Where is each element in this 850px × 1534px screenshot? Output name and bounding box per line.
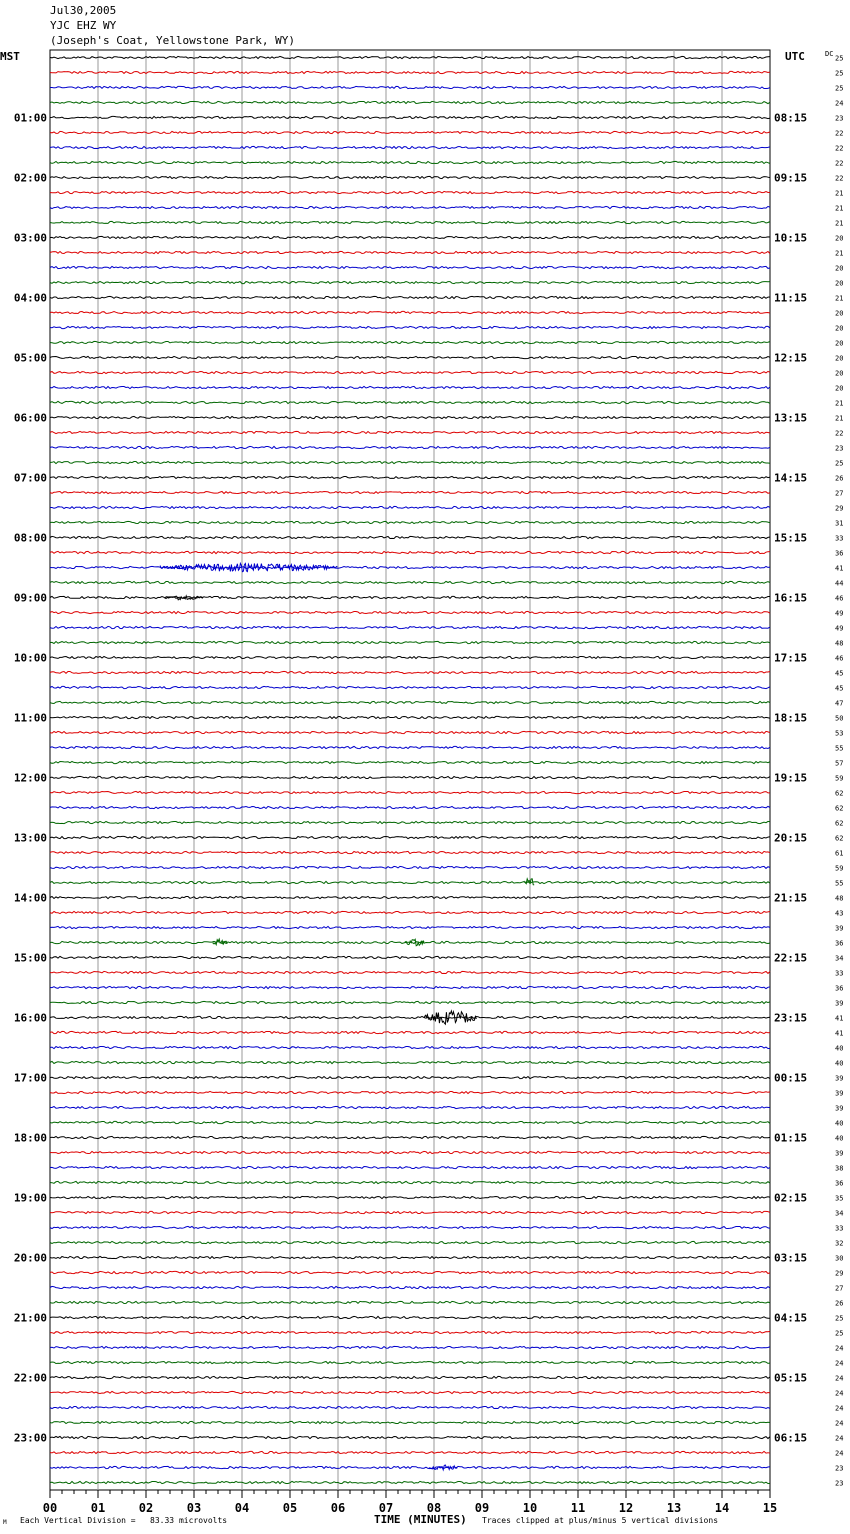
trace-line [50, 371, 770, 373]
trace-line [50, 821, 770, 823]
trace-line [50, 911, 770, 913]
trace-line [50, 1091, 770, 1093]
dc-offset-value: 20 [835, 339, 844, 348]
dc-offset-value: 21 [835, 414, 844, 423]
dc-offset-value: 29 [835, 504, 844, 513]
trace-line [50, 146, 770, 148]
left-hour-label: 15:00 [13, 951, 47, 965]
trace-line [50, 1346, 770, 1348]
left-hour-label: 17:00 [13, 1071, 47, 1085]
dc-offset-value: 45 [835, 669, 844, 678]
dc-offset-value: 59 [835, 774, 844, 783]
dc-offset-value: 21 [835, 204, 844, 213]
trace-line [50, 866, 770, 868]
trace-line [50, 116, 770, 118]
scale-note: Each Vertical Division = 83.33 microvolts [20, 1516, 228, 1525]
dc-offset-value: 33 [835, 534, 844, 543]
dc-offset-value: 40 [835, 1044, 844, 1053]
left-timezone-label: MST [0, 50, 20, 63]
right-hour-label: 19:15 [774, 771, 808, 785]
dc-offset-value: 62 [835, 834, 844, 843]
dc-offset-value: 47 [835, 699, 844, 708]
dc-offset-value: 30 [835, 1254, 844, 1263]
trace-line [50, 581, 770, 583]
trace-line [50, 236, 770, 238]
dc-offset-value: 21 [835, 399, 844, 408]
x-tick-label: 10 [522, 1501, 538, 1515]
trace-line [50, 926, 770, 928]
left-hour-label: 12:00 [13, 771, 47, 785]
trace-line [50, 416, 770, 418]
trace-line [50, 1166, 770, 1168]
left-hour-label: 18:00 [13, 1131, 47, 1145]
x-tick-label: 12 [618, 1501, 634, 1515]
dc-offset-value: 24 [835, 1404, 844, 1413]
trace-line [50, 596, 770, 598]
trace-line [50, 71, 770, 73]
dc-offset-value: 61 [835, 849, 844, 858]
trace-line [50, 611, 770, 613]
corner-mark: M [3, 1519, 7, 1526]
trace-line [50, 806, 770, 808]
trace-line [50, 1466, 770, 1468]
trace-line [50, 1271, 770, 1273]
dc-offset-labels [835, 55, 843, 1488]
trace-line [50, 686, 770, 688]
trace-line [50, 161, 770, 163]
dc-offset-value: 40 [835, 1059, 844, 1068]
trace-line [50, 731, 770, 733]
x-tick-label: 03 [186, 1501, 202, 1515]
x-tick-label: 06 [330, 1501, 346, 1515]
dc-offset-value: 55 [835, 744, 844, 753]
dc-offset-value: 57 [835, 759, 844, 768]
trace-line [50, 1421, 770, 1423]
dc-offset-value: 25 [835, 84, 844, 93]
dc-offset-value: 23 [835, 1464, 844, 1473]
left-hour-label: 19:00 [13, 1191, 47, 1205]
dc-offset-value: 24 [835, 99, 844, 108]
left-hour-label: 10:00 [13, 651, 47, 665]
dc-offset-value: 46 [835, 594, 844, 603]
x-tick-label: 14 [714, 1501, 730, 1515]
trace-line [50, 836, 770, 838]
x-tick-label: 09 [474, 1501, 490, 1515]
dc-offset-value: 24 [835, 1434, 844, 1443]
trace-line [50, 56, 770, 58]
trace-line [50, 1361, 770, 1363]
trace-line [50, 206, 770, 208]
trace-line [50, 1076, 770, 1078]
dc-offset-value: 21 [835, 294, 844, 303]
right-hour-label: 00:15 [774, 1071, 808, 1085]
x-tick-label: 02 [138, 1501, 154, 1515]
dc-offset-value: 36 [835, 1179, 844, 1188]
dc-offset-value: 20 [835, 309, 844, 318]
left-hour-label: 22:00 [13, 1371, 47, 1385]
trace-line [50, 1061, 770, 1063]
dc-offset-value: 22 [835, 174, 844, 183]
left-hour-label: 14:00 [13, 891, 47, 905]
dc-offset-value: 24 [835, 1449, 844, 1458]
dc-offset-value: 41 [835, 564, 844, 573]
trace-line [50, 491, 770, 493]
right-hour-label: 14:15 [774, 471, 808, 485]
x-tick-label: 00 [42, 1501, 58, 1515]
dc-offset-value: 59 [835, 864, 844, 873]
trace-line [50, 956, 770, 958]
x-tick-label: 08 [426, 1501, 442, 1515]
trace-line [50, 1286, 770, 1288]
trace-line [50, 101, 770, 103]
dc-offset-value: 31 [835, 519, 844, 528]
trace-line [50, 1121, 770, 1123]
dc-offset-value: 25 [835, 459, 844, 468]
right-hour-label: 21:15 [774, 891, 808, 905]
dc-offset-value: 27 [835, 489, 844, 498]
trace-line [50, 881, 770, 883]
trace-line [50, 896, 770, 898]
right-hour-label: 13:15 [774, 411, 808, 425]
left-hour-label: 20:00 [13, 1251, 47, 1265]
trace-line [50, 776, 770, 778]
trace-line [50, 1316, 770, 1318]
right-hour-label: 20:15 [774, 831, 808, 845]
trace-line [50, 1451, 770, 1453]
header-station: YJC EHZ WY [50, 19, 117, 32]
dc-offset-value: 20 [835, 264, 844, 273]
trace-line [50, 1196, 770, 1198]
right-hour-label: 06:15 [774, 1431, 808, 1445]
dc-offset-value: 33 [835, 969, 844, 978]
dc-offset-value: 50 [835, 714, 844, 723]
time-axis [43, 1490, 777, 1515]
right-hour-label: 05:15 [774, 1371, 808, 1385]
dc-offset-value: 62 [835, 819, 844, 828]
right-hour-label: 08:15 [774, 111, 808, 125]
trace-line [50, 701, 770, 703]
dc-offset-value: 39 [835, 1074, 844, 1083]
dc-offset-value: 22 [835, 129, 844, 138]
trace-line [50, 356, 770, 358]
dc-offset-value: 40 [835, 1134, 844, 1143]
dc-offset-value: 20 [835, 234, 844, 243]
dc-offset-value: 20 [835, 384, 844, 393]
trace-line [50, 1331, 770, 1333]
dc-offset-value: 45 [835, 684, 844, 693]
dc-offset-value: 48 [835, 639, 844, 648]
trace-line [50, 176, 770, 178]
dc-offset-value: 24 [835, 1389, 844, 1398]
dc-offset-value: 44 [835, 579, 844, 588]
x-axis-title: TIME (MINUTES) [374, 1513, 467, 1526]
trace-line [50, 641, 770, 643]
right-hour-label: 23:15 [774, 1011, 808, 1025]
dc-offset-value: 20 [835, 354, 844, 363]
left-hour-label: 09:00 [13, 591, 47, 605]
dc-offset-value: 39 [835, 999, 844, 1008]
dc-offset-value: 41 [835, 1014, 844, 1023]
dc-offset-value: 26 [835, 474, 844, 483]
right-hour-label: 02:15 [774, 1191, 808, 1205]
right-hour-label: 01:15 [774, 1131, 808, 1145]
trace-line [50, 1301, 770, 1303]
trace-line [50, 1031, 770, 1033]
dc-offset-value: 24 [835, 1374, 844, 1383]
trace-line [50, 281, 770, 283]
dc-offset-value: 21 [835, 219, 844, 228]
dc-offset-value: 23 [835, 1479, 844, 1488]
left-hour-label: 21:00 [13, 1311, 47, 1325]
dc-offset-value: 25 [835, 1329, 844, 1338]
trace-line [50, 296, 770, 298]
right-timezone-label: UTC [785, 50, 805, 63]
trace-line [50, 191, 770, 193]
header-date: Jul30,2005 [50, 4, 117, 17]
dc-offset-value: 21 [835, 189, 844, 198]
left-hour-label: 13:00 [13, 831, 47, 845]
dc-offset-value: 62 [835, 804, 844, 813]
dc-offset-value: 35 [835, 1194, 844, 1203]
left-hour-label: 05:00 [13, 351, 47, 365]
dc-offset-value: 34 [835, 1209, 844, 1218]
dc-offset-value: 22 [835, 159, 844, 168]
dc-offset-value: 39 [835, 924, 844, 933]
dc-offset-value: 24 [835, 1344, 844, 1353]
right-hour-label: 18:15 [774, 711, 808, 725]
trace-line [50, 266, 770, 268]
header-location: (Joseph's Coat, Yellowstone Park, WY) [50, 34, 296, 47]
dc-offset-value: 25 [835, 69, 844, 78]
plot-frame [50, 50, 770, 1490]
trace-line [50, 551, 770, 553]
dc-offset-value: 27 [835, 1284, 844, 1293]
dc-offset-value: 39 [835, 1089, 844, 1098]
dc-offset-value: 24 [835, 1419, 844, 1428]
trace-line [50, 1376, 770, 1378]
right-hour-label: 15:15 [774, 531, 808, 545]
trace-line [50, 716, 770, 718]
trace-line [50, 221, 770, 223]
dc-offset-value: 32 [835, 1239, 844, 1248]
trace-line [50, 656, 770, 658]
dc-offset-value: 48 [835, 894, 844, 903]
dc-offset-value: 36 [835, 549, 844, 558]
dc-offset-value: 55 [835, 879, 844, 888]
left-hour-label: 08:00 [13, 531, 47, 545]
trace-line [50, 626, 770, 628]
dc-offset-value: 22 [835, 144, 844, 153]
trace-line [50, 1046, 770, 1048]
dc-offset-value: 20 [835, 369, 844, 378]
trace-line [50, 341, 770, 343]
left-hour-label: 01:00 [13, 111, 47, 125]
dc-offset-value: 40 [835, 1119, 844, 1128]
trace-line [50, 1181, 770, 1183]
trace-line [50, 431, 770, 433]
trace-line [50, 1151, 770, 1153]
dc-offset-value: 41 [835, 1029, 844, 1038]
trace-line [50, 386, 770, 388]
trace-line [50, 86, 770, 88]
dc-offset-value: 24 [835, 1359, 844, 1368]
dc-offset-value: 39 [835, 1104, 844, 1113]
left-hour-label: 04:00 [13, 291, 47, 305]
right-hour-label: 12:15 [774, 351, 808, 365]
dc-offset-value: 20 [835, 279, 844, 288]
trace-line [50, 971, 770, 973]
dc-offset-value: 36 [835, 939, 844, 948]
dc-offset-value: 26 [835, 1299, 844, 1308]
trace-line [50, 131, 770, 133]
trace-line [50, 1016, 770, 1018]
dc-offset-value: 33 [835, 1224, 844, 1233]
trace-line [50, 521, 770, 523]
trace-line [50, 446, 770, 448]
time-gridlines [50, 50, 770, 1490]
dc-offset-value: 25 [835, 1314, 844, 1323]
dc-offset-value: 49 [835, 609, 844, 618]
trace-line [50, 791, 770, 793]
right-hour-label: 03:15 [774, 1251, 808, 1265]
right-hour-label: 11:15 [774, 291, 808, 305]
trace-line [50, 746, 770, 748]
right-hour-label: 10:15 [774, 231, 808, 245]
dc-offset-value: 38 [835, 1164, 844, 1173]
trace-line [50, 1136, 770, 1138]
trace-line [50, 1106, 770, 1108]
dc-offset-value: 46 [835, 654, 844, 663]
dc-offset-value: 62 [835, 789, 844, 798]
right-hour-label: 17:15 [774, 651, 808, 665]
x-tick-label: 05 [282, 1501, 298, 1515]
x-tick-label: 07 [378, 1501, 394, 1515]
trace-line [50, 536, 770, 538]
left-hour-label: 07:00 [13, 471, 47, 485]
left-hour-label: 03:00 [13, 231, 47, 245]
dc-offset-value: 23 [835, 114, 844, 123]
dc-offset-value: 49 [835, 624, 844, 633]
trace-line [50, 1256, 770, 1258]
right-hour-label: 22:15 [774, 951, 808, 965]
trace-line [50, 326, 770, 328]
right-hour-label: 16:15 [774, 591, 808, 605]
trace-line [50, 461, 770, 463]
trace-line [50, 476, 770, 478]
trace-line [50, 761, 770, 763]
trace-line [50, 506, 770, 508]
dc-offset-value: 29 [835, 1269, 844, 1278]
trace-line [50, 1211, 770, 1213]
trace-line [50, 1481, 770, 1483]
trace-line [50, 1436, 770, 1438]
trace-line [50, 1226, 770, 1228]
right-hour-label: 04:15 [774, 1311, 808, 1325]
trace-line [50, 401, 770, 403]
dc-offset-value: 22 [835, 429, 844, 438]
trace-line [50, 1001, 770, 1003]
dc-offset-value: 23 [835, 444, 844, 453]
trace-line [50, 311, 770, 313]
dc-offset-value: 34 [835, 954, 844, 963]
left-hour-label: 06:00 [13, 411, 47, 425]
x-tick-label: 01 [90, 1501, 106, 1515]
x-tick-label: 13 [666, 1501, 682, 1515]
right-hour-label: 09:15 [774, 171, 808, 185]
trace-group [50, 56, 770, 1483]
trace-line [50, 986, 770, 988]
x-tick-label: 11 [570, 1501, 586, 1515]
dc-offset-value: 25 [835, 54, 844, 63]
left-hour-label: 23:00 [13, 1431, 47, 1445]
trace-line [50, 251, 770, 253]
trace-line [50, 1391, 770, 1393]
dc-offset-value: 36 [835, 984, 844, 993]
left-hour-label: 02:00 [13, 171, 47, 185]
dc-offset-value: 53 [835, 729, 844, 738]
trace-line [50, 1406, 770, 1408]
dc-offset-value: 20 [835, 324, 844, 333]
left-hour-label: 16:00 [13, 1011, 47, 1025]
dc-offset-value: 43 [835, 909, 844, 918]
dc-offset-value: 21 [835, 249, 844, 258]
dc-offset-value: 39 [835, 1149, 844, 1158]
trace-line [50, 851, 770, 853]
left-hour-label: 11:00 [13, 711, 47, 725]
x-tick-label: 04 [234, 1501, 250, 1515]
trace-line [50, 671, 770, 673]
x-tick-label: 15 [762, 1501, 778, 1515]
dc-offset-header: DC [825, 50, 834, 58]
clip-note: Traces clipped at plus/minus 5 vertical divisions [482, 1516, 719, 1525]
trace-line [50, 1241, 770, 1243]
trace-line [50, 566, 770, 568]
